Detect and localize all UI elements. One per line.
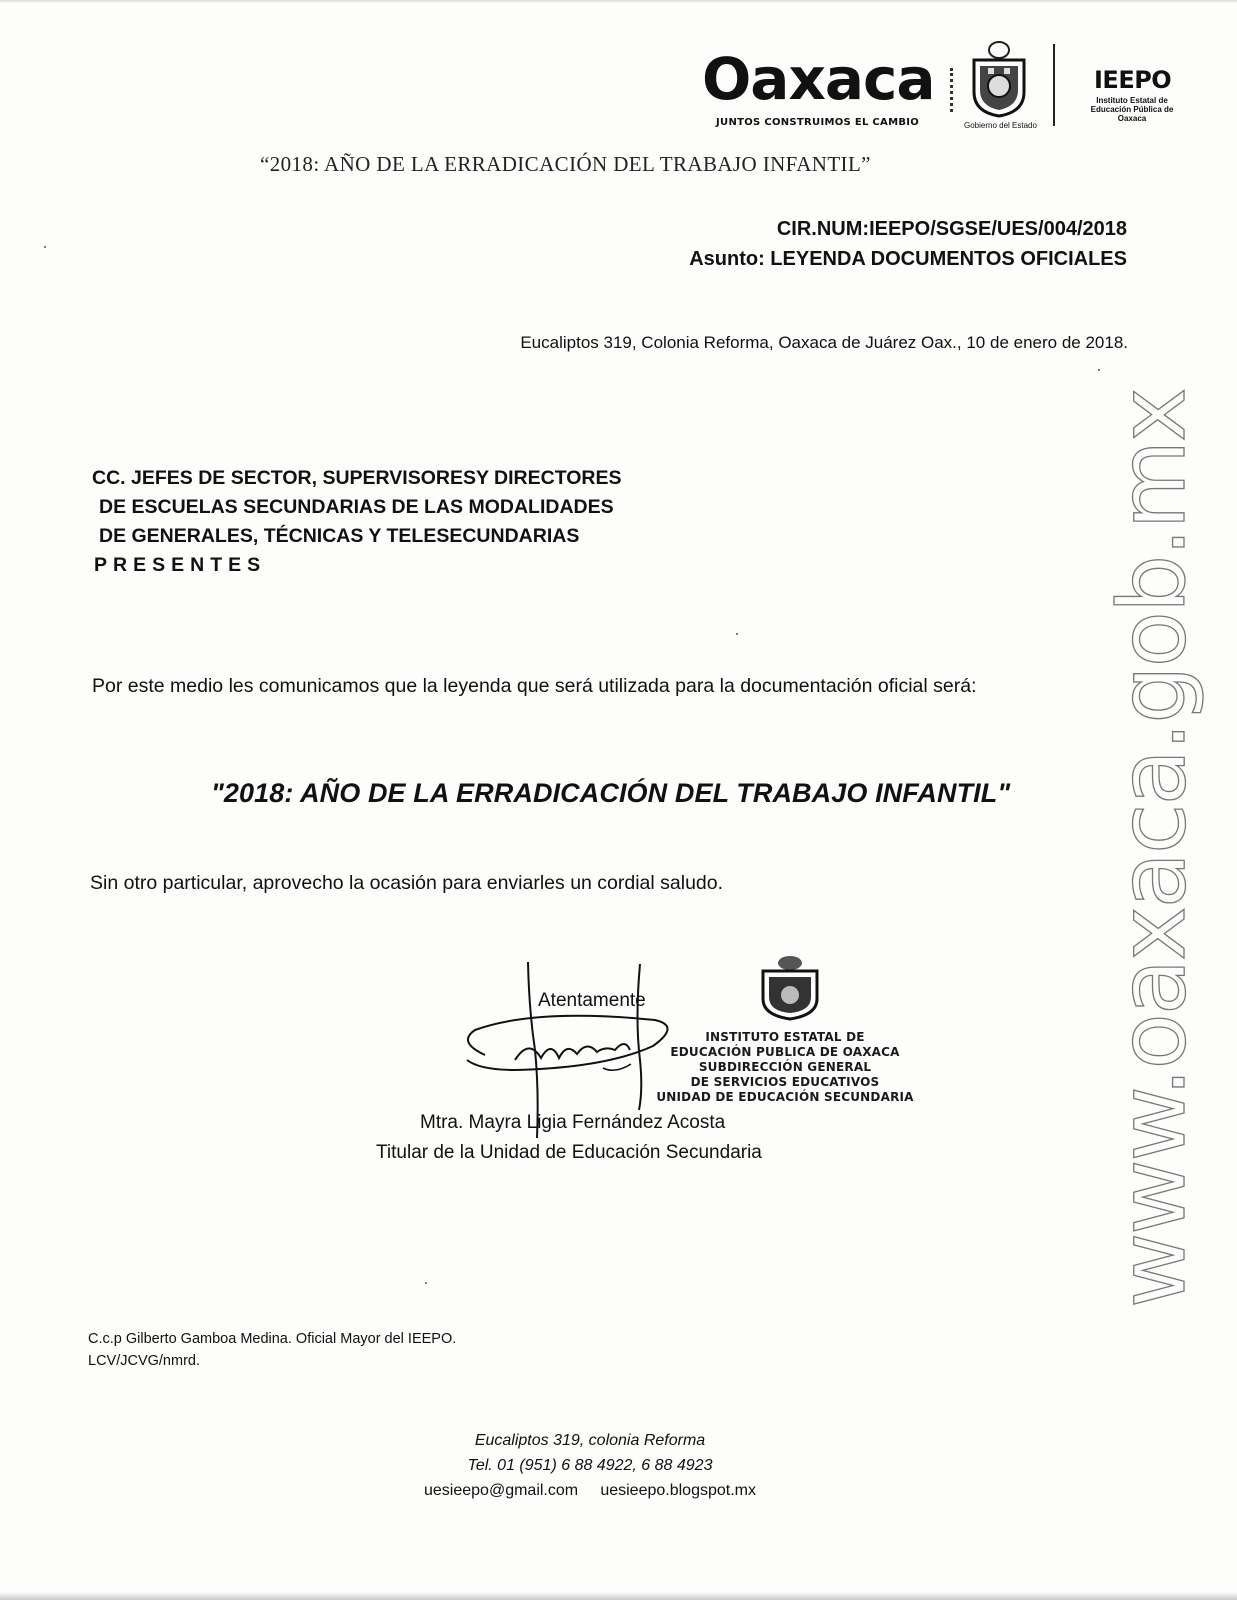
stamp-line-3: SUBDIRECCIÓN GENERAL [698, 1060, 872, 1074]
stamp-line-4: DE SERVICIOS EDUCATIVOS [690, 1075, 880, 1089]
scan-speck [1098, 369, 1100, 371]
stamp-line-5: UNIDAD DE EDUCACIÓN SECUNDARIA [656, 1090, 914, 1104]
footer-address: Eucaliptos 319, colonia Reforma [474, 1432, 706, 1449]
recipients-line-1: CC. JEFES DE SECTOR, SUPERVISORESY DIRECTORES [92, 467, 622, 489]
closing-atentamente: Atentamente [538, 990, 646, 1011]
ieepo-logo: IEEPO [1094, 66, 1172, 94]
oaxaca-slogan: JUNTOS CONSTRUIMOS EL CAMBIO [716, 117, 920, 128]
body-paragraph-1: Por este medio les comunicamos que la leyenda que será utilizada para la documentación oficial será: [92, 675, 977, 697]
year-legend-header: “2018: AÑO DE LA ERRADICACIÓN DEL TRABAJO INFANTIL” [260, 152, 871, 176]
signer-title: Titular de la Unidad de Educación Secundaria [376, 1142, 762, 1163]
oaxaca-logo: Oaxaca [702, 45, 935, 113]
circular-number: CIR.NUM:IEEPO/SGSE/UES/004/2018 [776, 218, 1127, 240]
vertical-website-url: www.oaxaca.gob.mx [1099, 389, 1206, 1308]
footer-phone: Tel. 01 (951) 6 88 4922, 6 88 4923 [467, 1457, 713, 1474]
reference-block [689, 214, 1127, 274]
footer-blog: uesieepo.blogspot.mx [600, 1482, 756, 1499]
footer-contact [310, 1428, 870, 1503]
gobierno-label: Gobierno del Estado [964, 121, 1037, 130]
recipients-line-3: DE GENERALES, TÉCNICAS Y TELESECUNDARIAS [99, 525, 580, 547]
legend-quote: "2018: AÑO DE LA ERRADICACIÓN DEL TRABAJO INFANTIL" [211, 778, 1011, 808]
official-stamp [640, 1030, 930, 1105]
recipients-block [92, 464, 622, 580]
footer-email: uesieepo@gmail.com [424, 1482, 579, 1499]
copies-block [88, 1328, 456, 1372]
ccp-line: C.c.p Gilberto Gamboa Medina. Oficial Mayor del IEEPO. [88, 1331, 457, 1347]
seal-crest-icon [759, 955, 821, 1021]
stamp-line-2: EDUCACIÓN PUBLICA DE OAXACA [670, 1045, 900, 1059]
presentes: PRESENTES [94, 554, 267, 576]
logo-divider-dots [950, 68, 957, 112]
scan-top-edge [0, 0, 1237, 3]
signer-name: Mtra. Mayra Ligia Fernández Acosta [420, 1112, 726, 1133]
recipients-line-2: DE ESCUELAS SECUNDARIAS DE LAS MODALIDADES [99, 496, 614, 518]
footer-links [310, 1478, 870, 1503]
scan-bottom-edge [0, 1592, 1237, 1600]
header-divider-line [1053, 44, 1055, 126]
body-paragraph-2: Sin otro particular, aprovecho la ocasión para enviarles un cordial saludo. [90, 872, 724, 894]
initials-line: LCV/JCVG/nmrd. [88, 1353, 200, 1369]
ieepo-full-name: Instituto Estatal de Educación Pública de Oaxaca [1090, 96, 1174, 123]
state-crest-icon [968, 40, 1030, 118]
subject-line: Asunto: LEYENDA DOCUMENTOS OFICIALES [689, 248, 1127, 270]
stamp-line-1: INSTITUTO ESTATAL DE [705, 1030, 865, 1044]
scan-speck [44, 246, 46, 248]
scan-speck [736, 633, 738, 635]
scan-speck [425, 1282, 427, 1284]
place-date: Eucaliptos 319, Colonia Reforma, Oaxaca de Juárez Oax., 10 de enero de 2018. [520, 333, 1128, 352]
